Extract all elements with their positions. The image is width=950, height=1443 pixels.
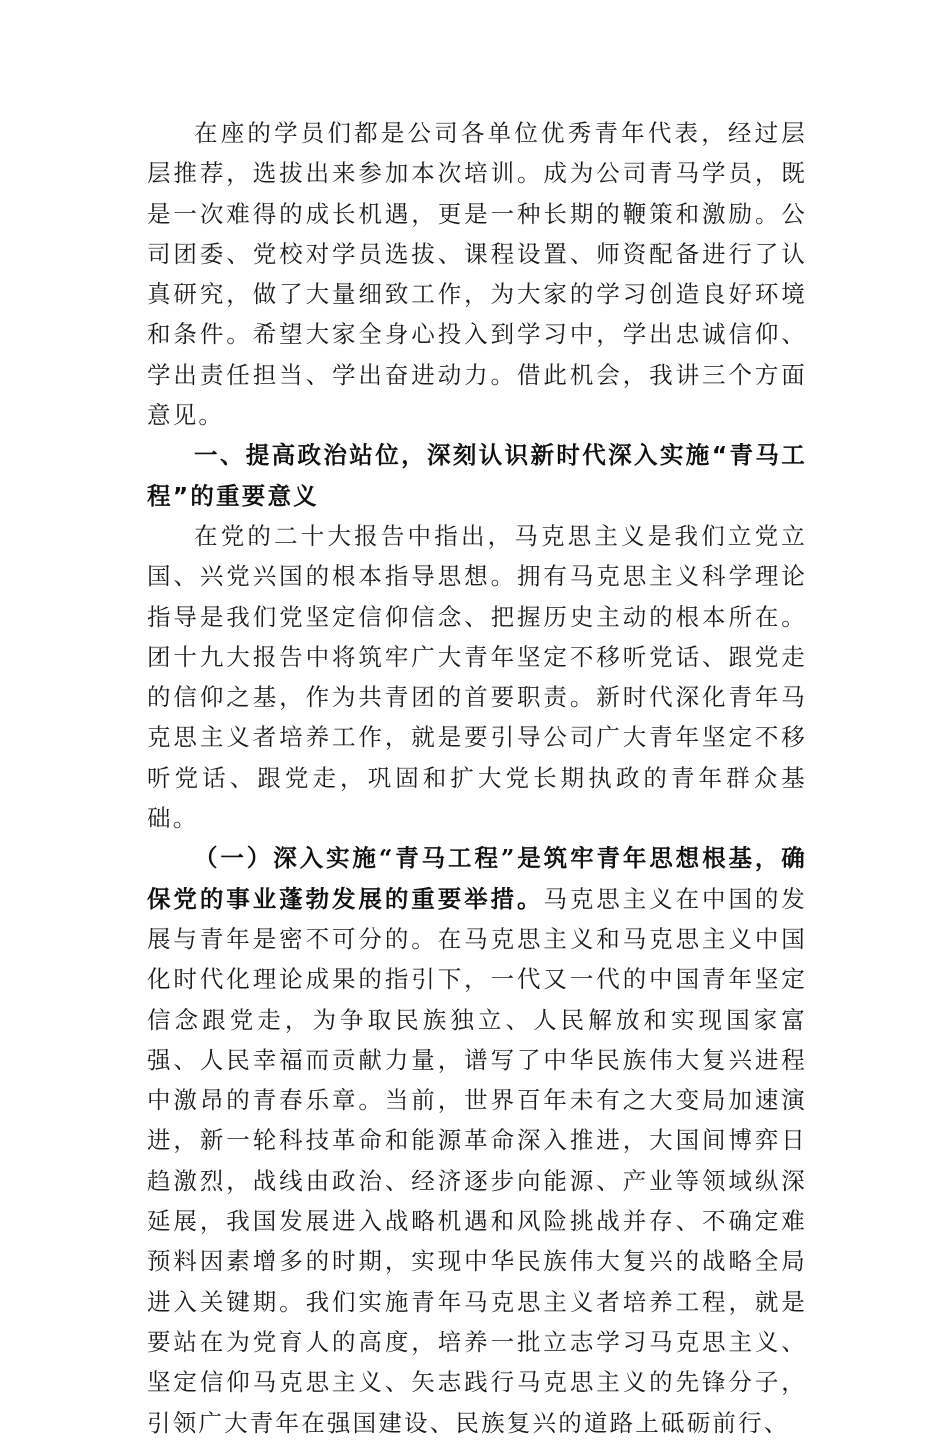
subsection-body: 马克思主义在中国的发展与青年是密不可分的。在马克思主义和马克思主义中国化时代化理论成果的指引下，一代又一代的中国青年坚定信念跟党走，为争取民族独立、人民解放和实现国家富强、人民幸福而贡献力量，谱写了中华民族伟大复兴进程中激昂的青春乐章。当前，世界百年未有之大变局加速演进，新一轮科技革命和能源革命深入推进，大国间博弈日趋激烈，战线由政治、经济逐步向能源、产业等领域纵深延展，我国发展进入战略机遇和风险挑战并存、不确定难预料因素增多的时期，实现中华民族伟大复兴的战略全局进入关键期。我们实施青年马克思主义者培养工程，就是要站在为党育人的高度，培养一批立志学习马克思主义、坚定信仰马克思主义、矢志践行马克思主义的先锋分子，引领广大青年在强国建设、民族复兴的道路上砥砺前行、 (147, 884, 807, 1437)
paragraph-intro: 在座的学员们都是公司各单位优秀青年代表，经过层层推荐，选拔出来参加本次培训。成为公司青马学员，既是一次难得的成长机遇，更是一种长期的鞭策和激励。公司团委、党校对学员选拔、课程设置、师资配备进行了认真研究，做了大量细致工作，为大家的学习创造良好环境和条件。希望大家全身心投入到学习中，学出忠诚信仰、学出责任担当、学出奋进动力。借此机会，我讲三个方面意见。 (147, 119, 807, 430)
paragraph-subsection-1 (147, 838, 807, 1442)
document-body (147, 113, 807, 1443)
paragraph-section-intro: 在党的二十大报告中指出，马克思主义是我们立党立国、兴党兴国的根本指导思想。拥有马克思主义科学理论指导是我们党坚定信仰信念、把握历史主动的根本所在。团十九大报告中将筑牢广大青年坚定不移听党话、跟党走的信仰之基，作为共青团的首要职责。新时代深化青年马克思主义者培养工作，就是要引导公司广大青年坚定不移听党话、跟党走，巩固和扩大党长期执政的青年群众基础。 (147, 521, 807, 833)
section-heading: 一、提高政治站位，深刻认识新时代深入实施“青马工程”的重要意义 (147, 441, 807, 510)
subsection-lead: （一）深入实施“青马工程”是筑牢青年思想根基，确保党的事业蓬勃发展的重要举措。 (147, 844, 807, 913)
